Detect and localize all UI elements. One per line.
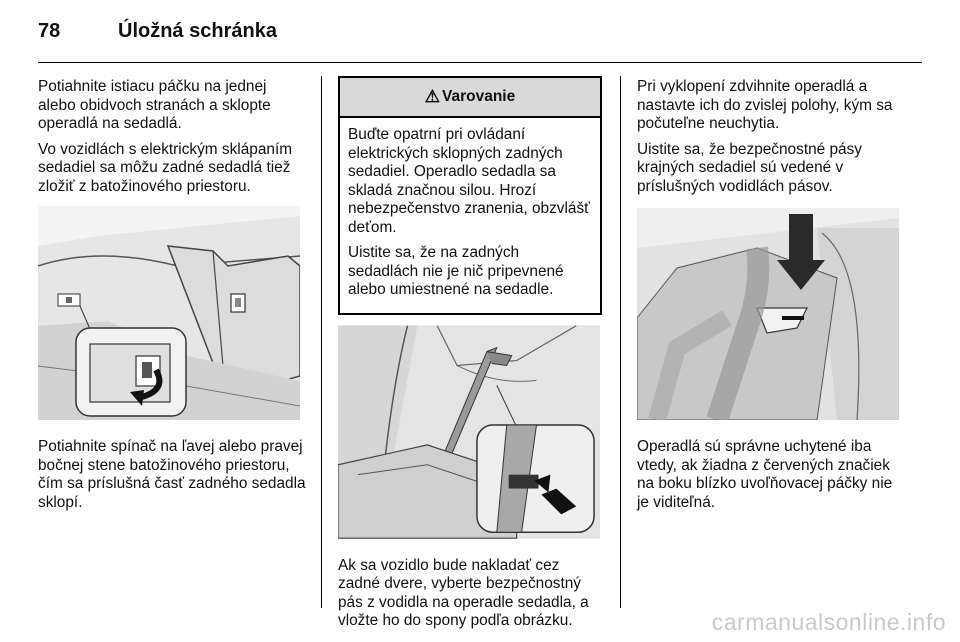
paragraph-pull-switch: Potiahnite spínač na ľavej alebo pravej bočnej stene batožinového priestoru, čím sa príslušná časť zadného sedadla sklopí.: [38, 438, 306, 511]
paragraph-raise-backrests: Pri vyklopení zdvihnite operadlá a nastavte ich do zvislej polohy, kým sa počuteľne neuchytia.: [637, 78, 893, 132]
warning-triangle-icon: ⚠: [424, 87, 440, 106]
paragraph-electric-folding: Vo vozidlách s elektrickým sklápaním sedadiel sa môžu zadné sedadlá tiež zložiť z batožinového priestoru.: [38, 140, 293, 195]
page-number: 78: [38, 20, 61, 42]
illustration-red-mark: [637, 208, 899, 420]
red-mark-drawing: [637, 208, 899, 420]
warning-header: [340, 78, 600, 118]
warning-title: Varovanie: [442, 88, 516, 105]
illustration-belt-guide: [338, 325, 600, 539]
watermark: carmanualsonline.info: [711, 609, 946, 635]
page-title: Úložná schránka: [118, 20, 277, 42]
column-middle: [338, 76, 602, 638]
warning-body: [340, 118, 600, 313]
cargo-switch-drawing: [38, 206, 300, 420]
column-right: [637, 78, 905, 519]
warning-paragraph-caution: Buďte opatrní pri ovládaní elektrických sklopných zadných sedadiel. Operadlo sedadla sa skladá značnou silou. Hrozí nebezpečenstvo zranenia, obzvlášť deťom.: [348, 126, 590, 236]
page-header: [38, 20, 277, 50]
column-left: [38, 78, 306, 519]
paragraph-load-rear-door: Ak sa vozidlo bude nakladať cez zadné dvere, vyberte bezpečnostný pás z vodidla na operadle sedadla, a vložte ho do spony podľa obrázku.: [338, 556, 589, 629]
paragraph-release-lever: Potiahnite istiacu páčku na jednej alebo obidvoch stranách a sklopte operadlá na sedadlá.: [38, 78, 271, 132]
column-divider-2: [620, 76, 621, 608]
header-rule: [38, 62, 922, 63]
column-divider-1: [321, 76, 322, 608]
warning-box: [338, 76, 602, 315]
paragraph-correctly-locked: Operadlá sú správne uchytené iba vtedy, ak žiadna z červených značiek na boku blízko uvoľňovacej páčky nie je viditeľná.: [637, 438, 893, 511]
paragraph-belt-guides: Uistite sa, že bezpečnostné pásy krajných sedadiel sú vedené v príslušných vodidlách pásov.: [637, 140, 862, 195]
belt-guide-drawing: [338, 325, 600, 539]
illustration-cargo-switch: [38, 206, 300, 420]
warning-paragraph-check-seats: Uistite sa, že na zadných sedadlách nie je nič pripevnené alebo umiestnené na sedadle.: [348, 244, 564, 298]
